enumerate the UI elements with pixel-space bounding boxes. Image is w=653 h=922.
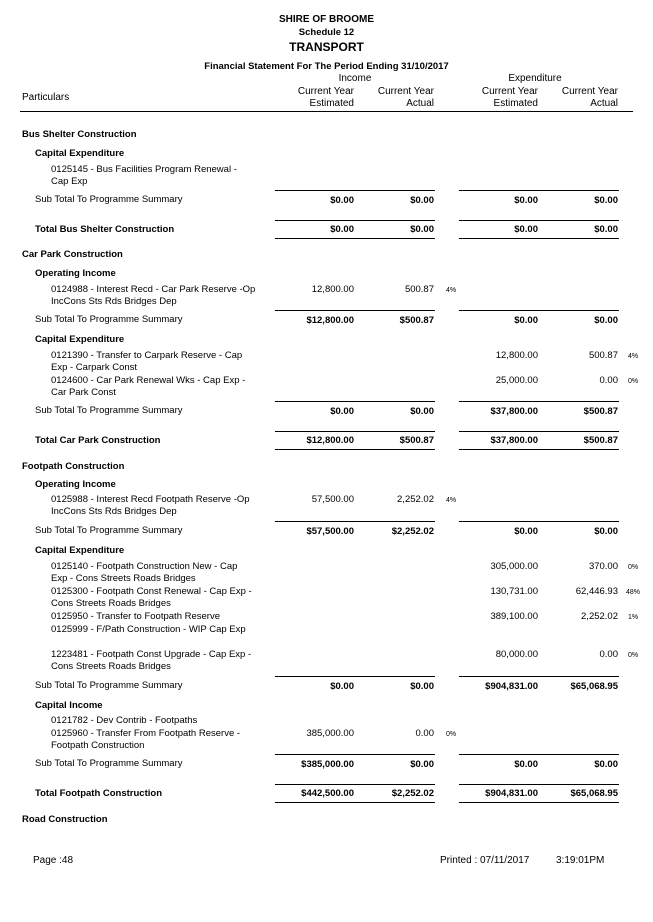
header-rule bbox=[20, 111, 633, 112]
rule bbox=[459, 676, 619, 677]
car-exp-item-1-pct: 4% bbox=[628, 353, 639, 360]
income-header: Income bbox=[338, 73, 372, 84]
foot-total-inc-est: $442,500.00 bbox=[301, 788, 354, 799]
foot-subtotal-2-label: Sub Total To Programme Summary bbox=[35, 680, 183, 691]
section-title-foot: Footpath Construction bbox=[22, 461, 125, 472]
exp-est-header-1: Current Year bbox=[481, 86, 538, 97]
rule bbox=[275, 431, 435, 432]
car-sub2-exp-act: $500.87 bbox=[583, 406, 618, 417]
rule bbox=[275, 754, 435, 755]
car-inc-item-1-pct: 4% bbox=[446, 287, 457, 294]
foot-exp-item-5-est: 80,000.00 bbox=[495, 649, 538, 660]
car-subtotal-1-label: Sub Total To Programme Summary bbox=[35, 314, 183, 325]
foot-exp-item-5-pct: 0% bbox=[628, 652, 639, 659]
printed-date: Printed : 07/11/2017 bbox=[440, 855, 530, 866]
car-subtotal-2-label: Sub Total To Programme Summary bbox=[35, 405, 183, 416]
bus-total-exp-act: $0.00 bbox=[594, 224, 618, 235]
car-sub1-inc-act: $500.87 bbox=[399, 315, 434, 326]
foot-sub1-exp-est: $0.00 bbox=[514, 526, 538, 537]
car-inc-item-1-act: 500.87 bbox=[404, 284, 434, 295]
income-est-header-2: Estimated bbox=[309, 98, 354, 109]
car-capexp-label: Capital Expenditure bbox=[35, 334, 125, 345]
car-sub1-exp-est: $0.00 bbox=[514, 315, 538, 326]
section-title-bus: Bus Shelter Construction bbox=[22, 129, 137, 140]
foot-opinc-label: Operating Income bbox=[35, 479, 116, 490]
foot-exp-item-1-est: 305,000.00 bbox=[490, 561, 538, 572]
car-exp-item-2-est: 25,000.00 bbox=[495, 375, 538, 386]
foot-sub3-exp-est: $0.00 bbox=[514, 759, 538, 770]
foot-sub3-inc-est: $385,000.00 bbox=[301, 759, 354, 770]
car-sub2-inc-act: $0.00 bbox=[410, 406, 434, 417]
rule bbox=[275, 521, 435, 522]
bus-total-exp-est: $0.00 bbox=[514, 224, 538, 235]
foot-total-inc-act: $2,252.02 bbox=[391, 788, 434, 799]
foot-inc-item-1-pct: 4% bbox=[446, 497, 457, 504]
foot-sub1-exp-act: $0.00 bbox=[594, 526, 618, 537]
rule bbox=[275, 401, 435, 402]
foot-exp-item-4: 0125999 - F/Path Construction - WIP Cap Exp bbox=[51, 624, 246, 635]
car-inc-item-1-est: 12,800.00 bbox=[311, 284, 354, 295]
foot-exp-item-1-act: 370.00 bbox=[588, 561, 618, 572]
foot-subtotal-3-label: Sub Total To Programme Summary bbox=[35, 758, 183, 769]
section-title-car: Car Park Construction bbox=[22, 249, 123, 260]
car-exp-item-1-act: 500.87 bbox=[588, 350, 618, 361]
foot-inc-item-1: 0125988 - Interest Recd Footpath Reserve -Op IncCons Sts Rds Bridges Dep bbox=[51, 494, 250, 517]
car-total-inc-est: $12,800.00 bbox=[306, 435, 354, 446]
exp-act-header-1: Current Year bbox=[561, 86, 618, 97]
foot-exp-item-5-act: 0.00 bbox=[599, 649, 618, 660]
foot-sub2-inc-act: $0.00 bbox=[410, 681, 434, 692]
rule bbox=[275, 676, 435, 677]
foot-subtotal-1-label: Sub Total To Programme Summary bbox=[35, 525, 183, 536]
rule bbox=[275, 802, 435, 803]
particulars-header: Particulars bbox=[22, 92, 70, 103]
rule bbox=[275, 190, 435, 191]
foot-exp-item-2-est: 130,731.00 bbox=[490, 586, 538, 597]
rule bbox=[459, 802, 619, 803]
rule bbox=[459, 431, 619, 432]
car-exp-item-2-pct: 0% bbox=[628, 378, 639, 385]
car-sub1-exp-act: $0.00 bbox=[594, 315, 618, 326]
rule bbox=[275, 310, 435, 311]
foot-capexp-label: Capital Expenditure bbox=[35, 545, 125, 556]
income-est-header-1: Current Year bbox=[297, 86, 354, 97]
car-total-exp-est: $37,800.00 bbox=[490, 435, 538, 446]
bus-sub-inc-act: $0.00 bbox=[410, 195, 434, 206]
foot-exp-item-3-est: 389,100.00 bbox=[490, 611, 538, 622]
rule bbox=[275, 220, 435, 221]
car-total-exp-act: $500.87 bbox=[583, 435, 618, 446]
bus-sub-exp-est: $0.00 bbox=[514, 195, 538, 206]
foot-sub2-exp-act: $65,068.95 bbox=[570, 681, 618, 692]
foot-sub3-inc-act: $0.00 bbox=[410, 759, 434, 770]
foot-inc-item-1-act: 2,252.02 bbox=[397, 494, 434, 505]
car-total-label: Total Car Park Construction bbox=[35, 435, 161, 446]
foot-sub3-exp-act: $0.00 bbox=[594, 759, 618, 770]
car-opinc-label: Operating Income bbox=[35, 268, 116, 279]
rule bbox=[459, 521, 619, 522]
rule bbox=[459, 449, 619, 450]
foot-exp-item-2-act: 62,446.93 bbox=[575, 586, 618, 597]
foot-exp-item-1-pct: 0% bbox=[628, 564, 639, 571]
foot-capinc-item-2-pct: 0% bbox=[446, 731, 457, 738]
rule bbox=[459, 310, 619, 311]
foot-capinc-item-2-act: 0.00 bbox=[415, 728, 434, 739]
section-title-road: Road Construction bbox=[22, 814, 108, 825]
page-title: TRANSPORT bbox=[289, 40, 364, 54]
bus-sub-exp-act: $0.00 bbox=[594, 195, 618, 206]
rule bbox=[459, 190, 619, 191]
car-sub2-inc-est: $0.00 bbox=[330, 406, 354, 417]
car-sub1-inc-est: $12,800.00 bbox=[306, 315, 354, 326]
car-total-inc-act: $500.87 bbox=[399, 435, 434, 446]
foot-sub1-inc-act: $2,252.02 bbox=[391, 526, 434, 537]
rule bbox=[275, 784, 435, 785]
foot-sub2-inc-est: $0.00 bbox=[330, 681, 354, 692]
foot-capinc-item-2-est: 385,000.00 bbox=[306, 728, 354, 739]
car-exp-item-1-est: 12,800.00 bbox=[495, 350, 538, 361]
rule bbox=[459, 220, 619, 221]
exp-est-header-2: Estimated bbox=[493, 98, 538, 109]
car-exp-item-2-act: 0.00 bbox=[599, 375, 618, 386]
rule bbox=[275, 449, 435, 450]
foot-inc-item-1-est: 57,500.00 bbox=[311, 494, 354, 505]
bus-total-label: Total Bus Shelter Construction bbox=[35, 224, 175, 235]
bus-total-inc-act: $0.00 bbox=[410, 224, 434, 235]
page-number: Page :48 bbox=[33, 855, 74, 866]
exp-act-header-2: Actual bbox=[590, 98, 618, 109]
car-exp-item-1: 0121390 - Transfer to Carpark Reserve - Cap Exp - Carpark Const bbox=[51, 350, 243, 373]
rule bbox=[459, 238, 619, 239]
bus-sub-inc-est: $0.00 bbox=[330, 195, 354, 206]
expenditure-header: Expenditure bbox=[508, 73, 562, 84]
rule bbox=[459, 784, 619, 785]
foot-exp-item-5: 1223481 - Footpath Const Upgrade - Cap Exp - Cons Streets Roads Bridges bbox=[51, 649, 252, 672]
bus-total-inc-est: $0.00 bbox=[330, 224, 354, 235]
foot-exp-item-3-act: 2,252.02 bbox=[581, 611, 618, 622]
car-exp-item-2: 0124600 - Car Park Renewal Wks - Cap Exp - Car Park Const bbox=[51, 375, 246, 398]
income-act-header-1: Current Year bbox=[377, 86, 434, 97]
page-subtitle: Financial Statement For The Period Ending 31/10/2017 bbox=[204, 61, 449, 72]
foot-total-exp-act: $65,068.95 bbox=[570, 788, 618, 799]
foot-total-label: Total Footpath Construction bbox=[35, 788, 162, 799]
foot-capinc-label: Capital Income bbox=[35, 700, 103, 711]
foot-exp-item-2: 0125300 - Footpath Const Renewal - Cap Exp - Cons Streets Roads Bridges bbox=[51, 586, 252, 609]
printed-time: 3:19:01PM bbox=[556, 855, 605, 866]
foot-exp-item-3-pct: 1% bbox=[628, 614, 639, 621]
bus-capexp-label: Capital Expenditure bbox=[35, 148, 125, 159]
foot-exp-item-3: 0125950 - Transfer to Footpath Reserve bbox=[51, 611, 220, 622]
foot-exp-item-2-pct: 48% bbox=[626, 589, 641, 596]
foot-sub1-inc-est: $57,500.00 bbox=[306, 526, 354, 537]
schedule-label: Schedule 12 bbox=[298, 27, 355, 38]
car-inc-item-1: 0124988 - Interest Recd - Car Park Reserve -Op IncCons Sts Rds Bridges Dep bbox=[51, 284, 256, 307]
org-name: SHIRE OF BROOME bbox=[278, 14, 374, 25]
rule bbox=[459, 754, 619, 755]
foot-total-exp-est: $904,831.00 bbox=[485, 788, 538, 799]
foot-exp-item-1: 0125140 - Footpath Construction New - Cap Exp - Cons Streets Roads Bridges bbox=[51, 561, 238, 584]
bus-subtotal-label: Sub Total To Programme Summary bbox=[35, 194, 183, 205]
income-act-header-2: Actual bbox=[406, 98, 434, 109]
bus-item-1: 0125145 - Bus Facilities Program Renewal - Cap Exp bbox=[51, 164, 237, 187]
foot-capinc-item-2: 0125960 - Transfer From Footpath Reserve - Footpath Construction bbox=[51, 728, 241, 751]
rule bbox=[275, 238, 435, 239]
rule bbox=[459, 401, 619, 402]
foot-capinc-item-1: 0121782 - Dev Contrib - Footpaths bbox=[51, 715, 198, 726]
foot-sub2-exp-est: $904,831.00 bbox=[485, 681, 538, 692]
car-sub2-exp-est: $37,800.00 bbox=[490, 406, 538, 417]
